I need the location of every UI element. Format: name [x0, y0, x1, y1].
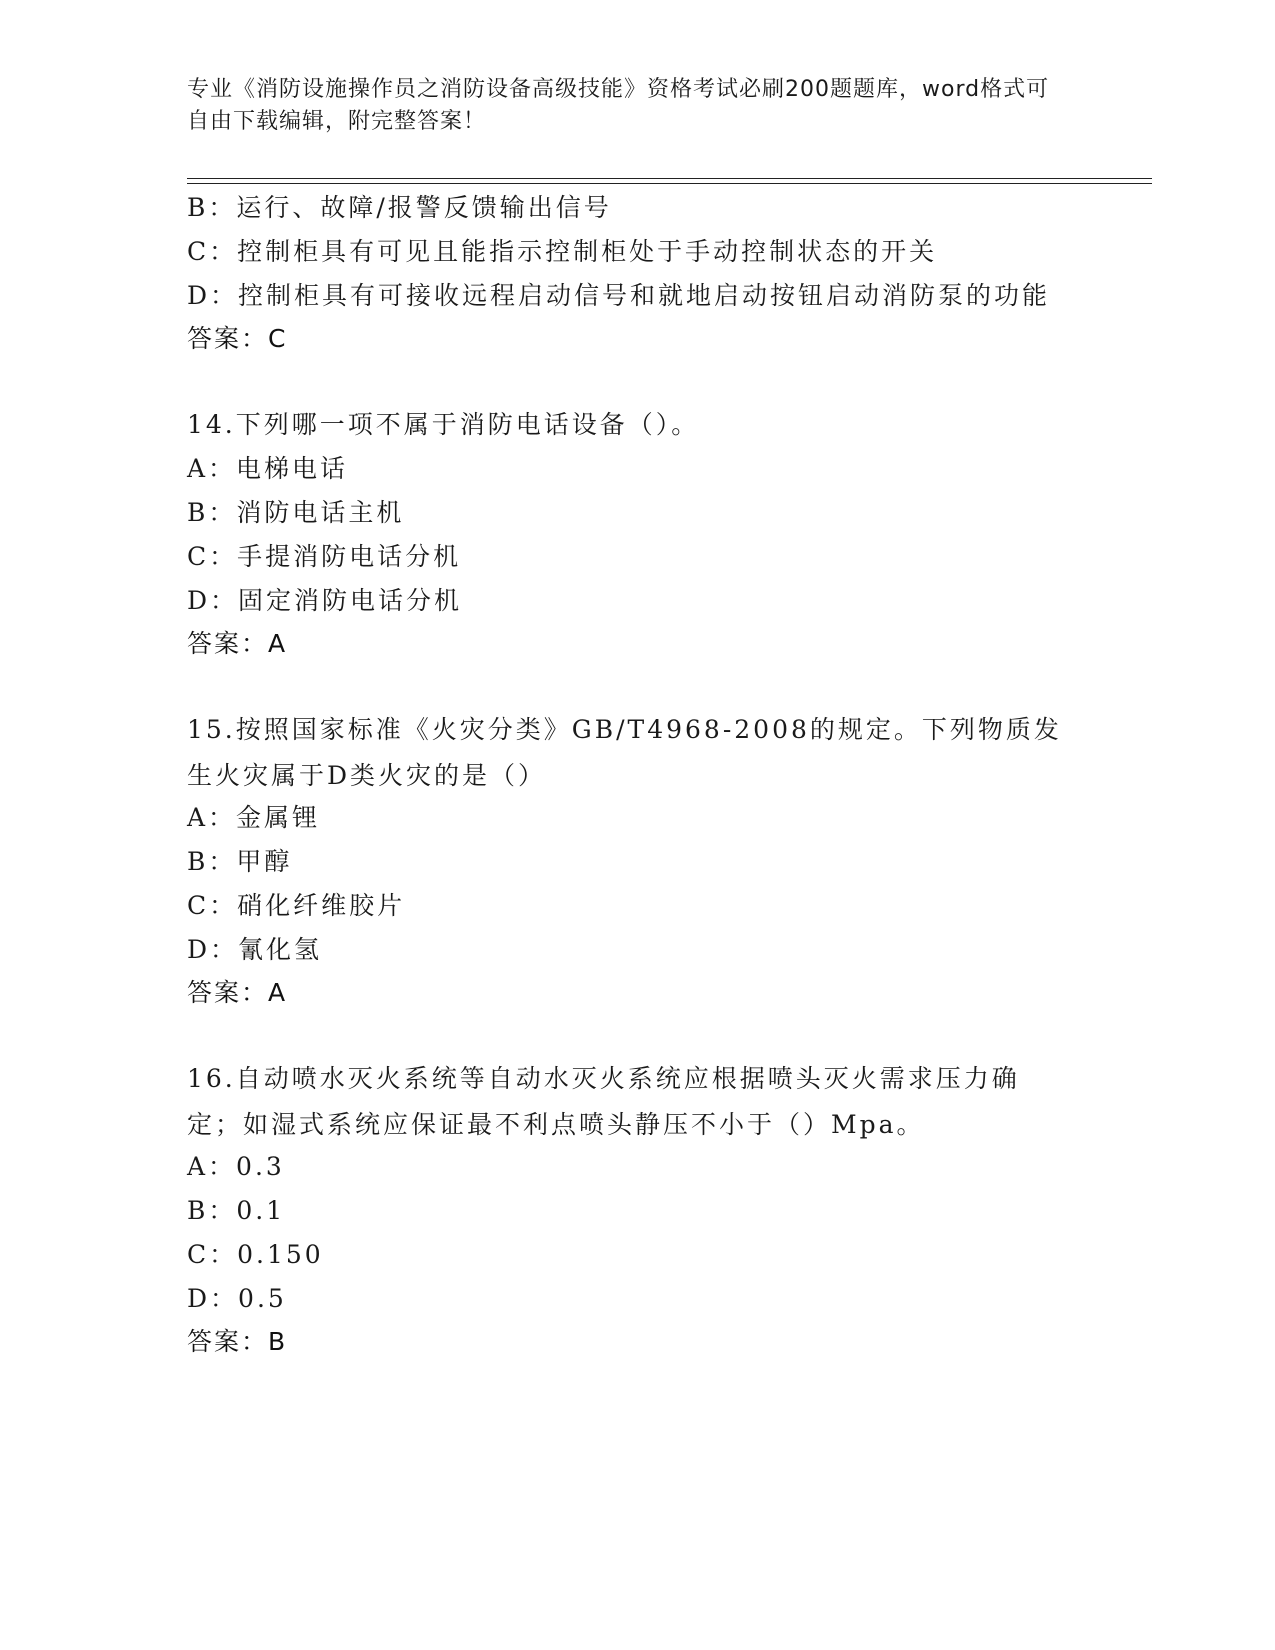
q16-answer: 答案：B — [187, 1327, 288, 1356]
header-divider-bottom — [187, 183, 1152, 184]
prev-option-b: B：运行、故障/报警反馈输出信号 — [187, 193, 612, 222]
q15-option-a: A：金属锂 — [187, 803, 321, 832]
q15-stem: 15.按照国家标准《火灾分类》GB/T4968-2008的规定。下列物质发生火灾属于D类火灾的是（） — [187, 715, 1062, 790]
header-divider-top — [187, 178, 1152, 179]
q14-option-c: C：手提消防电话分机 — [187, 542, 462, 571]
q14-option-d: D：固定消防电话分机 — [187, 586, 463, 615]
document-header: 专业《消防设施操作员之消防设备高级技能》资格考试必刷200题题库，word格式可自由下载编辑，附完整答案！ — [187, 77, 1050, 134]
prev-answer: 答案：C — [187, 324, 288, 353]
q16-option-c: C：0.150 — [187, 1240, 324, 1269]
q16-option-b: B：0.1 — [187, 1196, 286, 1225]
q16-stem: 16.自动喷水灭火系统等自动水灭火系统应根据喷头灭火需求压力确定；如湿式系统应保证最不利点喷头静压不小于（）Mpa。 — [187, 1064, 1020, 1139]
q15-answer: 答案：A — [187, 978, 288, 1007]
q14-option-a: A：电梯电话 — [187, 454, 349, 483]
q14-answer: 答案：A — [187, 629, 288, 658]
q16-option-d: D：0.5 — [187, 1284, 287, 1313]
prev-option-d: D：控制柜具有可接收远程启动信号和就地启动按钮启动消防泵的功能 — [187, 281, 1051, 310]
prev-option-c: C：控制柜具有可见且能指示控制柜处于手动控制状态的开关 — [187, 237, 938, 266]
q14-stem: 14.下列哪一项不属于消防电话设备（）。 — [187, 410, 700, 439]
q14-option-b: B：消防电话主机 — [187, 498, 405, 527]
q16-option-a: A：0.3 — [187, 1152, 285, 1181]
q15-option-b: B：甲醇 — [187, 847, 293, 876]
q15-option-c: C：硝化纤维胶片 — [187, 891, 406, 920]
q15-option-d: D：氰化氢 — [187, 935, 323, 964]
